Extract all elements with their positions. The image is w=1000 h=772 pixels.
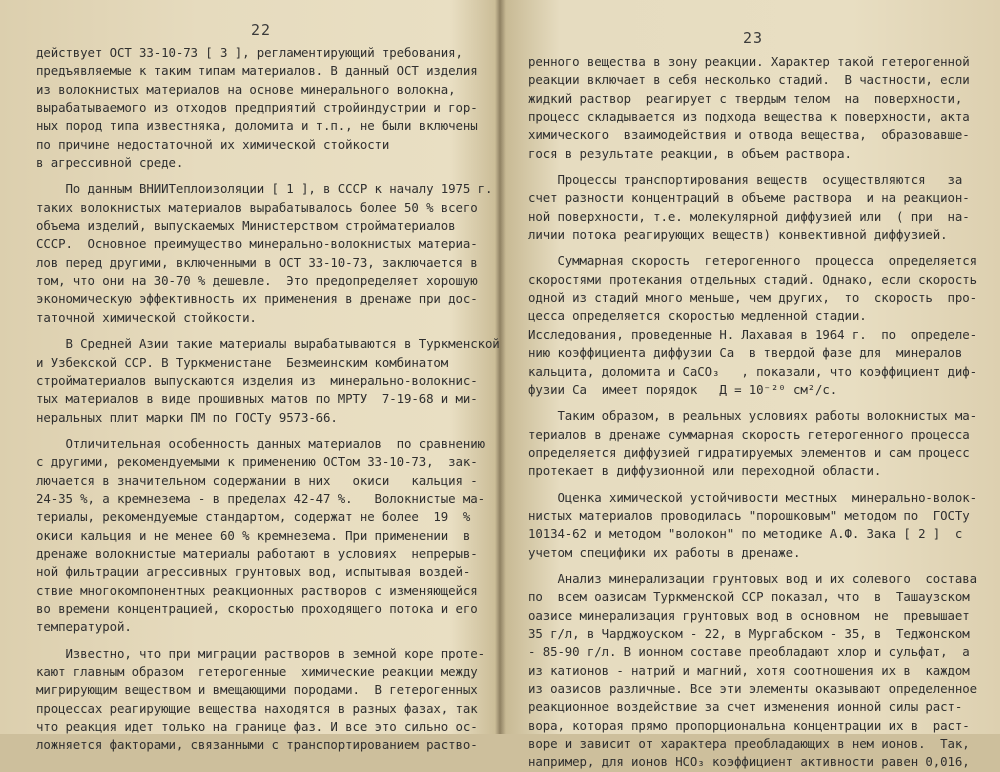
text-line: личии потока реагирующих веществ) конвективной диффузией. [528, 227, 948, 243]
text-line: в агрессивной среде. [36, 155, 184, 171]
text-line: ной поверхности, т.е. молекулярной диффузией или ( при на- [528, 208, 970, 224]
text-line: нистых материалов проводилась "порошковым" методом по ГОСТу [528, 507, 970, 523]
text-line: цесса определяется скоростью медленной стадии. [528, 308, 867, 324]
text-line: оазисе минерализация грунтовых вод в основном не превышает [528, 607, 970, 623]
text-line: СССР. Основное преимущество минерально-волокнистых материа- [36, 236, 478, 252]
text-line: нию коэффициента диффузии Ca в твердой фазе для минералов [528, 345, 963, 361]
text-line: процессах реагирующие вещества находятся в разных фазах, так [36, 700, 478, 716]
text-line: определяется диффузией гидратируемых элементов и сам процесс [528, 444, 970, 460]
text-line: что реакция идет только на границе фаз. И все это сильно ос- [36, 719, 478, 735]
text-line: например, для ионов HCO₃ коэффициент активности равен 0,016, [528, 754, 970, 770]
text-line: скоростями протекания отдельных стадий. Однако, если скорость [528, 271, 977, 287]
text-line: вора, которая прямо пропорциональна концентрации их в раст- [528, 717, 970, 733]
text-line: ложняется факторами, связанными с транспортированием раство- [36, 737, 478, 753]
text-line: и Узбекской ССР. В Туркменистане Безмеинским комбинатом [36, 354, 449, 370]
left-page [0, 0, 500, 753]
paragraph-gap [36, 637, 486, 645]
text-line: 10134-62 и методом "волокон" по методике А.Ф. Зака [ 2 ] с [528, 526, 963, 542]
text-line: ствие многокомпонентных реакционных растворов с изменяющейся [36, 582, 478, 598]
text-line: По данным ВНИИТеплоизоляции [ 1 ], в СССР к началу 1975 г. [36, 181, 493, 197]
text-line: том, что они на 30-70 % дешевле. Это предопределяет хорошую [36, 273, 478, 289]
paragraph-gap [528, 399, 978, 407]
text-line: таких волокнистых материалов вырабатывалось более 50 % всего [36, 199, 478, 215]
text-line: Процессы транспортирования веществ осуществляются за [528, 172, 963, 188]
text-line: объема изделий, выпускаемых Министерством стройматериалов [36, 218, 456, 234]
text-line: по всем оазисам Туркменской ССР показал, что в Ташаузском [528, 589, 970, 605]
paragraph-gap [36, 172, 486, 180]
paragraph-gap [528, 163, 978, 171]
text-line: тых материалов в виде прошивных матов по МРТУ 7-19-68 и ми- [36, 391, 478, 407]
text-line: стройматериалов выпускаются изделия из минерально-волокнис- [36, 372, 478, 388]
text-line: неральных плит марки ПМ по ГОСТу 9573-66. [36, 409, 338, 425]
text-line: гося в результате реакции, в объем раствора. [528, 145, 852, 161]
text-line: лючается в значительном содержании в них окиси кальция - [36, 472, 478, 488]
right-page [502, 0, 1000, 770]
text-line: температурой. [36, 619, 132, 635]
text-line: фузии Ca имеет порядок Д = 10⁻²⁰ см²/с. [528, 381, 838, 397]
text-line: счет разности концентраций в объеме раствора и на реакцион- [528, 190, 970, 206]
text-line: - 85-90 г/л. В ионном составе преобладают хлор и сульфат, а [528, 644, 970, 660]
paragraph-gap [528, 481, 978, 489]
text-line: химического взаимодействия и отвода вещества, образовавше- [528, 127, 970, 143]
text-line: Известно, что при миграции растворов в земной коре протe- [36, 645, 485, 661]
text-line: мигрирующим веществом и вмещающими породами. В гетерогенных [36, 682, 478, 698]
text-line: одной из стадий много меньше, чем других, то скорость про- [528, 290, 977, 306]
text-line: протекает в диффузионной или переходной области. [528, 463, 882, 479]
text-line: В Средней Азии такие материалы вырабатываются в Туркменской [36, 336, 500, 352]
text-line: по причине недостаточной их химической стойкости [36, 136, 390, 152]
text-line: ренного вещества в зону реакции. Характер такой гетерогенной [528, 54, 970, 69]
text-line: во времени концентрацией, скоростью проходящего потока и его [36, 600, 478, 616]
paragraph-gap [528, 562, 978, 570]
text-line: процесс складывается из подхода вещества к поверхности, акта [528, 109, 970, 125]
text-line: 35 г/л, в Чарджоуском - 22, в Мургабском - 35, в Теджонском [528, 625, 970, 641]
text-line: с другими, рекомендуемыми к применению ОСТом 33-10-73, зак- [36, 454, 478, 470]
text-line: действует ОСТ 33-10-73 [ 3 ], регламентирующий требования, [36, 45, 463, 60]
text-line: окиси кальция и не менее 60 % кремнезема. При применении в [36, 527, 471, 543]
page-number: 23 [743, 29, 764, 47]
text-line: Исследования, проведенные Н. Лахавая в 1964 г. по определе- [528, 326, 977, 342]
text-line: Суммарная скорость гетерогенного процесса определяется [528, 253, 977, 269]
text-line: реакции включает в себя несколько стадий. В частности, если [528, 72, 970, 88]
paragraph-gap [528, 244, 978, 252]
page-body-text [36, 44, 500, 755]
text-line: Таким образом, в реальных условиях работы волокнистых ма- [528, 408, 977, 424]
text-line: Оценка химической устойчивости местных минерально-волок- [528, 489, 977, 505]
text-line: экономическую эффективность их применения в дренаже при дос- [36, 291, 478, 307]
page-body-text [528, 53, 978, 772]
text-line: Отличительная особенность данных материалов по сравнению [36, 435, 485, 451]
text-line: реакционное воздействие за счет изменения ионной силы раст- [528, 699, 963, 715]
text-line: ной фильтрации агрессивных грунтовых вод, испытывая воздей- [36, 564, 471, 580]
text-line: вырабатываемого из отходов предприятий стройиндустрии и гор- [36, 100, 478, 116]
text-line: кальцита, доломита и CaCO₃ , показали, что коэффициент диф- [528, 363, 977, 379]
text-line: териалов в дренаже суммарная скорость гетерогенного процесса [528, 426, 970, 442]
text-line: ных пород типа известняка, доломита и т.п., не были включены [36, 118, 478, 134]
text-line: из оазисов различные. Все эти элементы оказывают определенное [528, 681, 977, 696]
page-number: 22 [251, 21, 272, 39]
text-line: жидкий раствор реагирует с твердым телом на поверхности, [528, 90, 963, 106]
text-line: Анализ минерализации грунтовых вод и их солевого состава [528, 570, 977, 586]
text-line: из волокнистых материалов на основе минерального волокна, [36, 81, 456, 97]
paragraph-gap [36, 427, 486, 435]
text-line: учетом специфики их работы в дренаже. [528, 544, 801, 560]
text-line: кают главным образом гетерогенные химические реакции между [36, 664, 478, 679]
text-line: воре и зависит от характера преобладающих в нем ионов. Так, [528, 736, 970, 752]
text-line: 24-35 %, а кремнезема - в пределах 42-47 %. Волокнистые ма- [36, 490, 485, 506]
text-line: предъявляемые к таким типам материалов. В данный ОСТ изделия [36, 63, 478, 79]
text-line: лов перед другими, включенными в ОСТ 33-10-73, заключается в [36, 254, 478, 270]
text-line: дренаже волокнистые материалы работают в условиях непрерыв- [36, 545, 478, 561]
paragraph-gap [36, 327, 486, 335]
text-line: таточной химической стойкости. [36, 309, 257, 325]
text-line: териалы, рекомендуемые стандартом, содержат не более 19 % [36, 509, 471, 525]
text-line: из катионов - натрий и магний, хотя соотношения их в каждом [528, 662, 970, 678]
